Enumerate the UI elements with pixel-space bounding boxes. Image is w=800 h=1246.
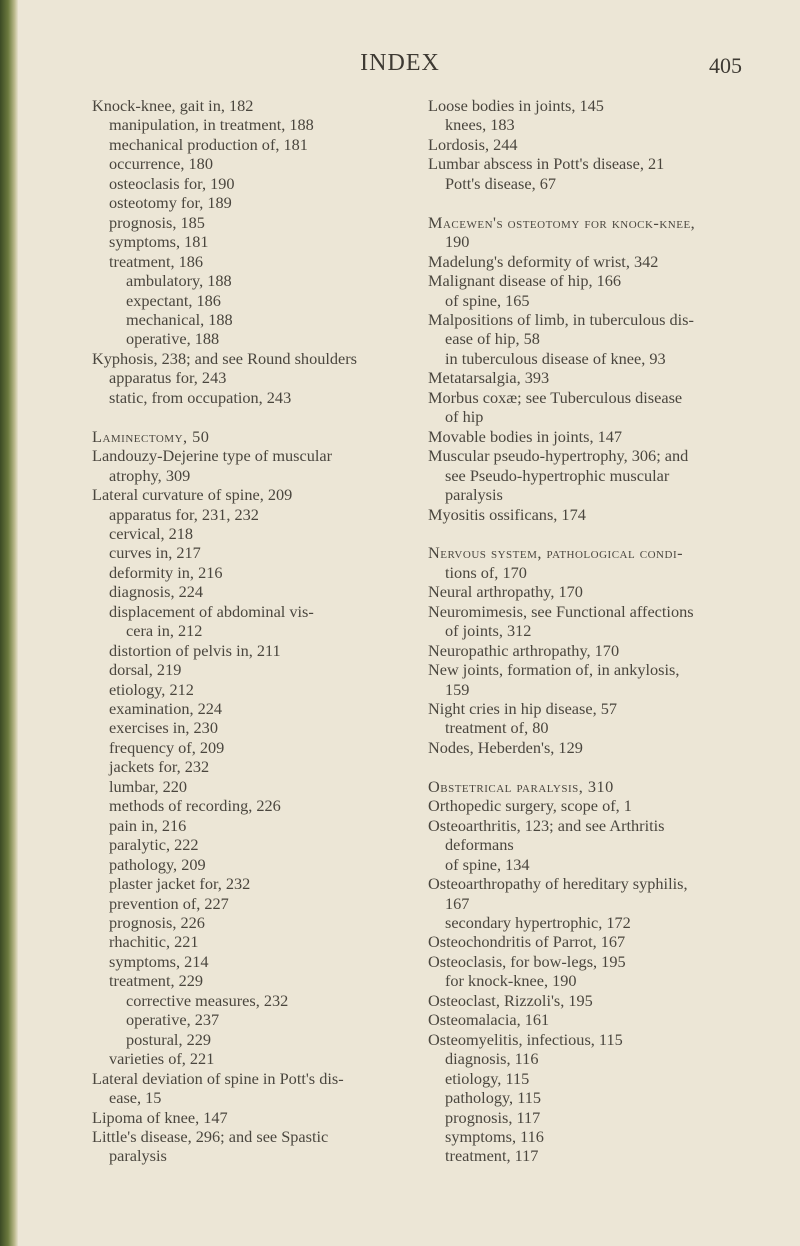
index-subentry: for knock-knee, 190 bbox=[445, 971, 577, 991]
index-subentry: distortion of pelvis in, 211 bbox=[109, 640, 281, 660]
index-subentry: rhachitic, 221 bbox=[109, 932, 199, 952]
index-column-right bbox=[428, 96, 758, 1166]
running-title: INDEX bbox=[360, 50, 440, 76]
section-gap bbox=[92, 407, 422, 426]
index-subentry: displacement of abdominal vis- bbox=[109, 601, 314, 621]
index-subentry: 159 bbox=[445, 679, 470, 699]
index-subentry: expectant, 186 bbox=[126, 290, 221, 310]
index-subentry: ease of hip, 58 bbox=[445, 329, 540, 349]
index-subentry: symptoms, 116 bbox=[445, 1126, 544, 1146]
index-entry: Madelung's deformity of wrist, 342 bbox=[428, 251, 659, 271]
page-header bbox=[0, 50, 800, 86]
index-column-left bbox=[92, 96, 422, 1166]
index-subentry: secondary hypertrophic, 172 bbox=[445, 912, 631, 932]
index-subentry: mechanical, 188 bbox=[126, 309, 233, 329]
index-entry: Neuromimesis, see Functional affections bbox=[428, 601, 694, 621]
index-subentry: manipulation, in treatment, 188 bbox=[109, 115, 314, 135]
index-subentry: prognosis, 117 bbox=[445, 1107, 541, 1127]
index-subentry: plaster jacket for, 232 bbox=[109, 874, 251, 894]
index-entry: Myositis ossificans, 174 bbox=[428, 504, 586, 524]
index-entry: Nodes, Heberden's, 129 bbox=[428, 737, 583, 757]
index-subentry: knees, 183 bbox=[445, 115, 515, 135]
index-subentry: varieties of, 221 bbox=[109, 1049, 215, 1069]
index-subentry: 167 bbox=[445, 893, 470, 913]
index-entry: Orthopedic surgery, scope of, 1 bbox=[428, 796, 632, 816]
index-subentry: postural, 229 bbox=[126, 1029, 212, 1049]
index-subentry: osteotomy for, 189 bbox=[109, 193, 232, 213]
index-entry: Malpositions of limb, in tuberculous dis- bbox=[428, 309, 694, 329]
index-subentry: Pott's disease, 67 bbox=[445, 173, 557, 193]
index-entry: Little's disease, 296; and see Spastic bbox=[92, 1127, 329, 1146]
index-subentry: osteoclasis for, 190 bbox=[109, 173, 235, 193]
index-subentry: paralysis bbox=[445, 485, 503, 505]
index-subentry: diagnosis, 224 bbox=[109, 582, 204, 602]
index-entry: Osteoarthropathy of hereditary syphilis, bbox=[428, 874, 688, 894]
index-subentry: treatment, 117 bbox=[445, 1146, 539, 1166]
index-subentry: corrective measures, 232 bbox=[126, 990, 289, 1010]
index-subentry: frequency of, 209 bbox=[109, 737, 225, 757]
index-entry: Neuropathic arthropathy, 170 bbox=[428, 640, 620, 660]
index-subentry: atrophy, 309 bbox=[109, 465, 191, 485]
index-subentry: pathology, 115 bbox=[445, 1088, 542, 1108]
index-subentry: of spine, 165 bbox=[445, 290, 530, 310]
index-entry: Kyphosis, 238; and see Round shoulders bbox=[92, 348, 358, 368]
index-entry: Night cries in hip disease, 57 bbox=[428, 699, 618, 719]
index-entry: Osteomyelitis, infectious, 115 bbox=[428, 1029, 623, 1049]
index-entry: Movable bodies in joints, 147 bbox=[428, 426, 623, 446]
index-subentry: deformity in, 216 bbox=[109, 562, 223, 582]
index-subentry: symptoms, 181 bbox=[109, 232, 209, 252]
index-subentry: paralysis bbox=[109, 1146, 167, 1166]
index-entry: Muscular pseudo-hypertrophy, 306; and bbox=[428, 446, 689, 466]
index-subentry: treatment, 186 bbox=[109, 251, 204, 271]
index-subentry: etiology, 115 bbox=[445, 1068, 530, 1088]
index-entry: Macewen's osteotomy for knock-knee, bbox=[428, 212, 696, 232]
index-subentry: of hip bbox=[445, 407, 484, 427]
index-entry: Knock-knee, gait in, 182 bbox=[92, 96, 254, 115]
index-subentry: methods of recording, 226 bbox=[109, 796, 281, 816]
index-entry: Landouzy-Dejerine type of muscular bbox=[92, 446, 333, 466]
index-entry: Lipoma of knee, 147 bbox=[92, 1107, 228, 1127]
section-gap bbox=[428, 524, 758, 543]
index-entry: Neural arthropathy, 170 bbox=[428, 582, 583, 602]
index-subentry: tions of, 170 bbox=[445, 562, 527, 582]
index-subentry: of spine, 134 bbox=[445, 854, 530, 874]
index-subentry: treatment of, 80 bbox=[445, 718, 549, 738]
index-entry: Malignant disease of hip, 166 bbox=[428, 271, 622, 291]
index-subentry: curves in, 217 bbox=[109, 543, 201, 563]
index-subentry: cervical, 218 bbox=[109, 523, 194, 543]
index-subentry: deformans bbox=[445, 835, 514, 855]
index-subentry: ambulatory, 188 bbox=[126, 271, 232, 291]
index-subentry: prognosis, 185 bbox=[109, 212, 205, 232]
index-entry: Osteoarthritis, 123; and see Arthritis bbox=[428, 815, 665, 835]
index-subentry: cera in, 212 bbox=[126, 621, 203, 641]
index-entry: Laminectomy, 50 bbox=[92, 426, 210, 446]
index-subentry: pathology, 209 bbox=[109, 854, 206, 874]
index-subentry: treatment, 229 bbox=[109, 971, 204, 991]
index-subentry: lumbar, 220 bbox=[109, 776, 188, 796]
index-subentry: mechanical production of, 181 bbox=[109, 134, 308, 154]
book-binding-edge bbox=[0, 0, 18, 1246]
index-subentry: operative, 188 bbox=[126, 329, 220, 349]
index-subentry: occurrence, 180 bbox=[109, 154, 213, 174]
index-subentry: 190 bbox=[445, 232, 470, 252]
index-entry: Nervous system, pathological condi- bbox=[428, 543, 684, 563]
index-subentry: diagnosis, 116 bbox=[445, 1049, 539, 1069]
index-subentry: apparatus for, 231, 232 bbox=[109, 504, 259, 524]
section-gap bbox=[428, 193, 758, 212]
index-entry: Lateral deviation of spine in Pott's dis- bbox=[92, 1068, 344, 1088]
index-subentry: jackets for, 232 bbox=[109, 757, 210, 777]
index-entry: Lumbar abscess in Pott's disease, 21 bbox=[428, 154, 665, 174]
index-subentry: prevention of, 227 bbox=[109, 893, 229, 913]
index-entry: Osteomalacia, 161 bbox=[428, 1010, 550, 1030]
index-subentry: prognosis, 226 bbox=[109, 913, 205, 933]
index-entry: Osteochondritis of Parrot, 167 bbox=[428, 932, 626, 952]
index-subentry: operative, 237 bbox=[126, 1010, 220, 1030]
index-entry: Metatarsalgia, 393 bbox=[428, 368, 550, 388]
index-subentry: see Pseudo-hypertrophic muscular bbox=[445, 465, 670, 485]
index-subentry: ease, 15 bbox=[109, 1088, 162, 1108]
index-entry: Osteoclasis, for bow-legs, 195 bbox=[428, 951, 626, 971]
index-entry: New joints, formation of, in ankylosis, bbox=[428, 660, 680, 680]
index-entry: Obstetrical paralysis, 310 bbox=[428, 776, 614, 796]
index-subentry: pain in, 216 bbox=[109, 815, 187, 835]
index-subentry: dorsal, 219 bbox=[109, 660, 182, 680]
index-entry: Lateral curvature of spine, 209 bbox=[92, 485, 293, 505]
index-subentry: in tuberculous disease of knee, 93 bbox=[445, 348, 666, 368]
index-subentry: etiology, 212 bbox=[109, 679, 194, 699]
index-entry: Lordosis, 244 bbox=[428, 134, 518, 154]
index-entry: Morbus coxæ; see Tuberculous disease bbox=[428, 387, 683, 407]
index-subentry: exercises in, 230 bbox=[109, 718, 218, 738]
index-subentry: examination, 224 bbox=[109, 699, 223, 719]
index-subentry: static, from occupation, 243 bbox=[109, 387, 292, 407]
index-entry: Loose bodies in joints, 145 bbox=[428, 96, 604, 115]
index-subentry: of joints, 312 bbox=[445, 621, 532, 641]
index-subentry: paralytic, 222 bbox=[109, 835, 199, 855]
index-entry: Osteoclast, Rizzoli's, 195 bbox=[428, 990, 593, 1010]
page-number: 405 bbox=[709, 53, 742, 78]
index-subentry: symptoms, 214 bbox=[109, 951, 209, 971]
section-gap bbox=[428, 757, 758, 776]
index-subentry: apparatus for, 243 bbox=[109, 368, 227, 388]
